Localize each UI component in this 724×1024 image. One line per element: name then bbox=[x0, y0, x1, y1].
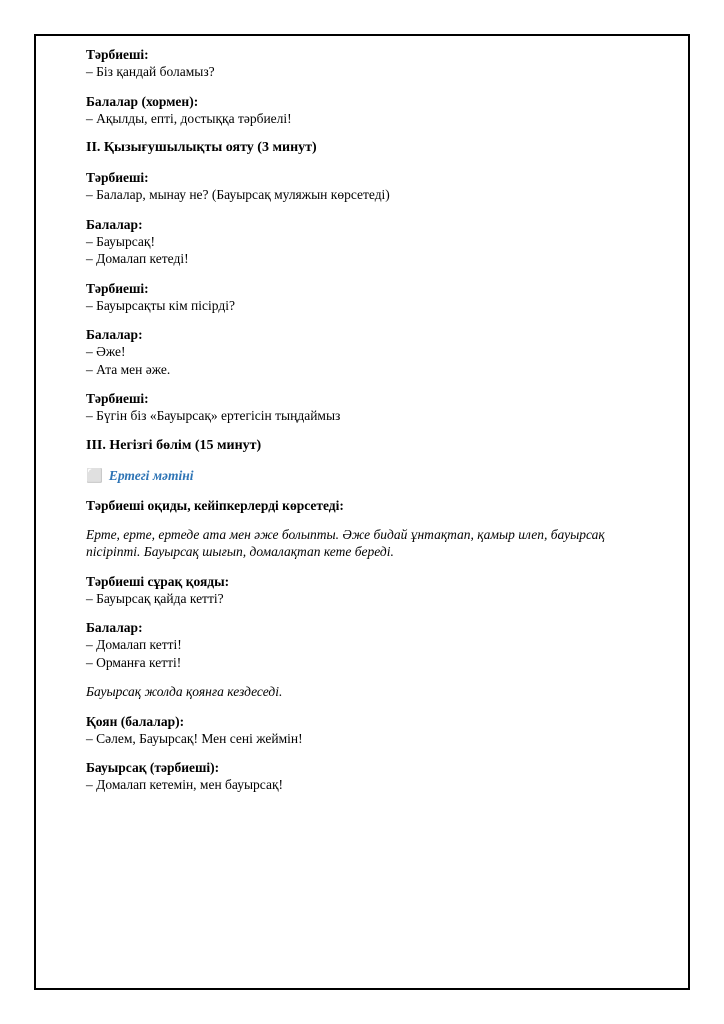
dialog-line: – Ақылды, епті, достыққа тәрбиелі! bbox=[86, 110, 292, 126]
section-heading: III. Негізгі бөлім (15 минут) bbox=[86, 437, 262, 453]
dialog-block bbox=[86, 759, 646, 794]
dialog-line: – Домалап кетті! bbox=[86, 637, 182, 652]
dialog-speaker: Тәрбиеші: bbox=[86, 391, 149, 406]
dialog-line: – Бауырсақ! bbox=[86, 233, 155, 249]
dialog-block bbox=[86, 619, 646, 671]
sub-heading-label: Ертегі мәтіні bbox=[108, 467, 194, 483]
dialog-speaker: Балалар: bbox=[86, 327, 143, 342]
dialog-line: – Ата мен әже. bbox=[86, 361, 171, 377]
narration-paragraph: Бауырсақ жолда қоянға кездеседі. bbox=[86, 684, 283, 699]
dialog-speaker: Бауырсақ (тәрбиеші): bbox=[86, 760, 220, 775]
dialog-speaker: Балалар: bbox=[86, 216, 143, 232]
dialog-speaker: Тәрбиеші оқиды, кейіпкерлерді көрсетеді: bbox=[86, 497, 344, 513]
dialog-line: – Бауырсақ қайда кетті? bbox=[86, 590, 224, 606]
dialog-block bbox=[86, 93, 646, 128]
dialog-block bbox=[86, 573, 646, 608]
dialog-speaker: Тәрбиеші сұрақ қояды: bbox=[86, 573, 230, 589]
dialog-block bbox=[86, 280, 646, 315]
dialog-block bbox=[86, 713, 646, 748]
dialog-block bbox=[86, 390, 646, 425]
dialog-speaker: Тәрбиеші: bbox=[86, 170, 149, 185]
dialog-line: – Біз қандай боламыз? bbox=[86, 64, 215, 79]
dialog-line: – Бауырсақты кім пісірді? bbox=[86, 297, 235, 313]
dialog-line: – Сәлем, Бауырсақ! Мен сені жеймін! bbox=[86, 730, 303, 746]
dialog-speaker: Тәрбиеші: bbox=[86, 280, 149, 296]
dialog-line: – Әже! bbox=[86, 344, 126, 359]
dialog-block bbox=[86, 326, 646, 378]
dialog-block bbox=[86, 497, 646, 514]
dialog-speaker: Балалар (хормен): bbox=[86, 93, 199, 109]
dialog-line: – Бүгін біз «Бауырсақ» ертегісін тыңдаймыз bbox=[86, 408, 341, 423]
section-heading: II. Қызығушылықты ояту (3 минут) bbox=[86, 140, 317, 155]
bullet-icon: ⬜ bbox=[86, 467, 103, 483]
dialog-line: – Орманға кетті! bbox=[86, 654, 182, 670]
dialog-line: – Балалар, мынау не? (Бауырсақ муляжын көрсетеді) bbox=[86, 187, 390, 202]
dialog-line: – Домалап кетемін, мен бауырсақ! bbox=[86, 777, 283, 792]
document-content bbox=[86, 46, 646, 806]
dialog-speaker: Тәрбиеші: bbox=[86, 47, 149, 62]
narration-paragraph: Ерте, ерте, ертеде ата мен әже болыпты. Әже бидай ұнтақтап, қамыр илеп, бауырсақ пісіріпті. Бауырсақ шығып, домалақтап кете береді. bbox=[86, 526, 605, 559]
dialog-block bbox=[86, 46, 646, 81]
dialog-block bbox=[86, 216, 646, 268]
dialog-line: – Домалап кетеді! bbox=[86, 251, 189, 266]
dialog-speaker: Қоян (балалар): bbox=[86, 713, 185, 729]
dialog-block bbox=[86, 169, 646, 204]
sub-heading bbox=[86, 467, 646, 485]
dialog-speaker: Балалар: bbox=[86, 620, 143, 635]
